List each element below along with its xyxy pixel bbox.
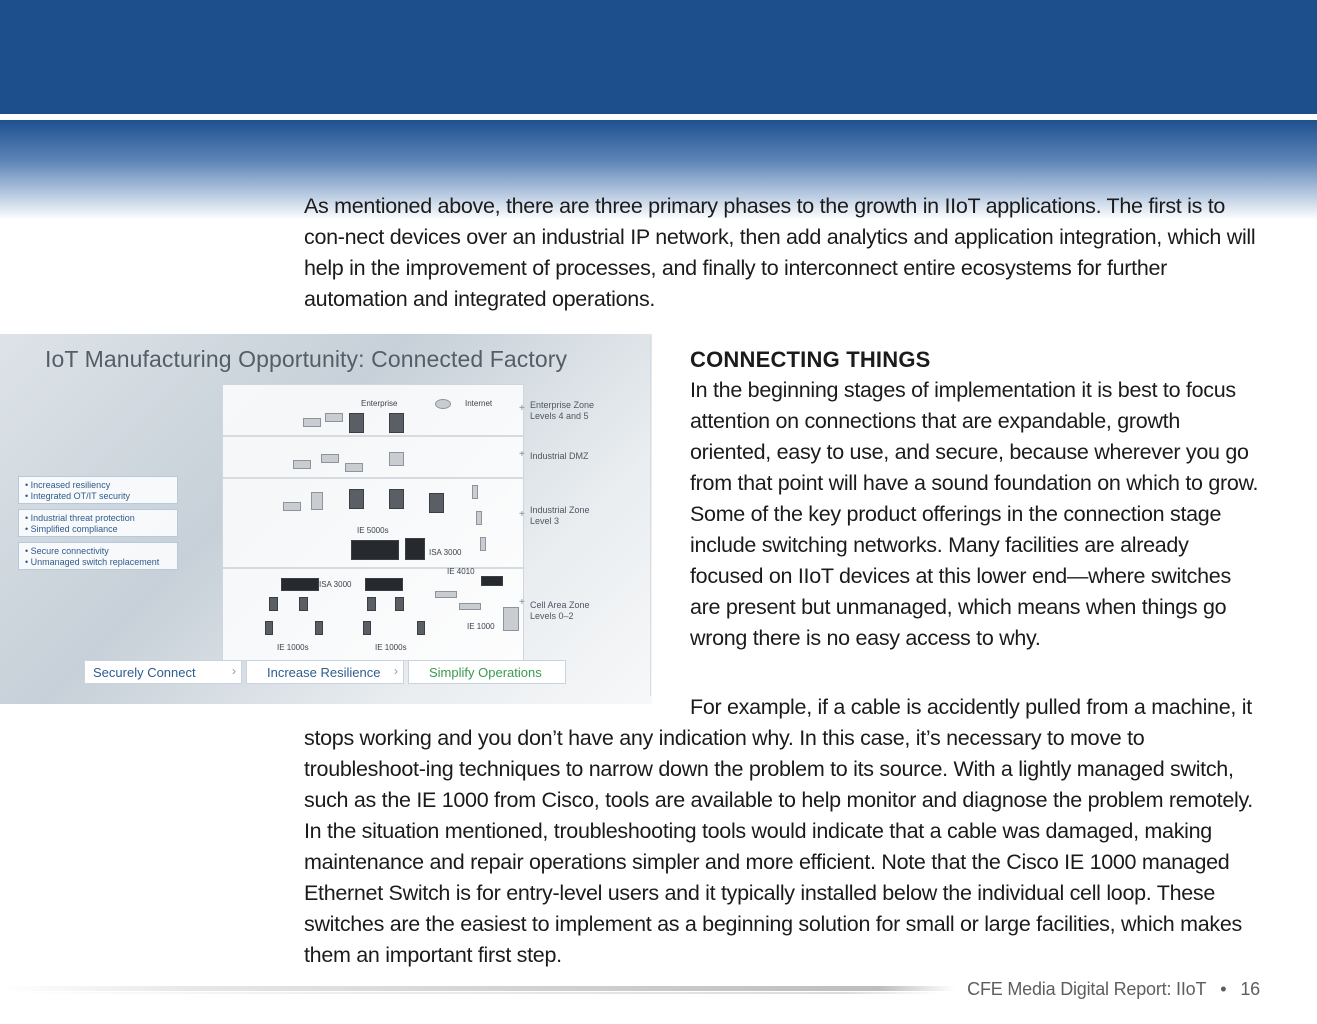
switch-node [389, 413, 404, 433]
router-node [435, 591, 457, 598]
switch-node [389, 452, 404, 466]
zone-label-cell [530, 600, 590, 622]
network-diagram-panel [222, 384, 524, 661]
benefit-line: • Simplified compliance [25, 524, 118, 534]
page-footer [967, 979, 1260, 1000]
zone-plus-icon: + [519, 509, 525, 520]
benefit-line: • Unmanaged switch replacement [25, 557, 160, 567]
endpoint-node [299, 597, 308, 611]
zone-label-dmz [530, 451, 589, 462]
benefit-box-connectivity [18, 542, 178, 570]
isa3000-node [405, 538, 425, 560]
router-node [325, 413, 343, 422]
zone-enterprise [223, 385, 523, 437]
example-paragraph-rest: stops working and you don’t have any indication why. In this case, it’s necessary to move to troubleshoot-ing techniques to narrow down the problem to its source. With a lightly managed switch, such as the IE 1000 from Cisco, tools are available to help monitor and diagnose the problem remotely. In the situation mentioned, troubleshooting tools would indicate that a cable was damaged, making maintenance and repair operations simpler and more efficient. Note that the Cisco IE 1000 managed Ethernet Switch is for entry-level users and it typically installed below the individual cell loop. These switches are the easiest to implement as a beginning solution for small or large facilities, which makes them an important first step. [304, 726, 1253, 967]
footer-rule-shadow [0, 992, 940, 994]
endpoint-node [315, 621, 323, 635]
ie5000-node [351, 540, 399, 560]
zone-line: Levels 4 and 5 [530, 411, 589, 421]
endpoint-node [269, 597, 278, 611]
ie4010-node [481, 576, 503, 586]
chevron-right-icon: › [232, 664, 236, 678]
switch-node [429, 493, 444, 513]
report-title: CFE Media Digital Report: IIoT [967, 979, 1207, 999]
section-paragraph: In the beginning stages of implementation it is best to focus attention on connections that are expandable, growth oriented, easy to use, and secure, because wherever you go from that point will have a sound foundation on which to grow. Some of the key product offerings in the connection stage include switching networks. Many facilities are already focused on IIoT devices at this lower end—where switches are present but unmanaged, which means when things go wrong there is no easy access to why. [690, 378, 1259, 650]
example-paragraph [304, 692, 1264, 971]
benefit-line: • Secure connectivity [25, 546, 109, 556]
chevron-right-icon: › [394, 664, 398, 678]
zone-plus-icon: + [519, 597, 525, 608]
benefit-line: • Increased resiliency [25, 480, 111, 490]
switch-node [365, 578, 403, 591]
enterprise-label: Enterprise [361, 399, 398, 408]
zone-label-industrial [530, 505, 590, 527]
device-label: ISA 3000 [429, 548, 462, 557]
switch-node [389, 489, 404, 509]
router-node [321, 454, 339, 463]
device-label: ISA 3000 [319, 580, 352, 589]
zone-line: Cell Area Zone [530, 600, 590, 610]
endpoint-node [363, 621, 371, 635]
connecting-things-section [690, 344, 1270, 654]
figure-title: IoT Manufacturing Opportunity: Connected Factory [45, 346, 568, 372]
connected-factory-figure [0, 334, 652, 704]
endpoint-node [367, 597, 376, 611]
example-paragraph-start: For example, if a cable is accidently pulled from a machine, it [690, 695, 1252, 719]
router-node [283, 502, 301, 511]
firewall-node [435, 399, 451, 409]
page-number: 16 [1240, 979, 1260, 999]
router-node [293, 460, 311, 469]
internet-label: Internet [465, 399, 493, 408]
figure-divider [650, 336, 651, 696]
tab-simplify-operations: Simplify Operations [408, 660, 566, 684]
section-heading: CONNECTING THINGS [690, 347, 931, 372]
benefit-line: • Integrated OT/IT security [25, 491, 131, 501]
zone-plus-icon: + [519, 403, 525, 414]
router-node [345, 463, 363, 472]
device-label: IE 1000s [375, 643, 407, 652]
intro-paragraph: As mentioned above, there are three primary phases to the growth in IIoT applications. The first is to con-nect devices over an industrial IP network, then add analytics and application integration, which will help in the improvement of processes, and finally to interconnect entire ecosystems for further automation and integrated operations. [304, 194, 1256, 311]
plc-node [503, 607, 519, 631]
router-node [303, 418, 321, 427]
endpoint-node [480, 537, 486, 551]
endpoint-node [476, 511, 482, 525]
benefit-box-threat [18, 509, 178, 537]
endpoint-node [417, 621, 425, 635]
device-label: IE 5000s [357, 526, 389, 535]
switch-node [349, 489, 364, 509]
endpoint-node [472, 485, 478, 499]
benefit-line: • Industrial threat protection [25, 513, 135, 523]
zone-line: Industrial DMZ [530, 451, 589, 461]
benefit-box-resiliency [18, 476, 178, 504]
zone-line: Levels 0–2 [530, 611, 574, 621]
endpoint-node [265, 621, 273, 635]
router-node [459, 603, 481, 610]
server-node [311, 492, 323, 510]
zone-dmz [223, 437, 523, 479]
zone-line: Enterprise Zone [530, 400, 595, 410]
zone-line: Level 3 [530, 516, 560, 526]
device-label: IE 4010 [447, 567, 475, 576]
device-label: IE 1000s [277, 643, 309, 652]
footer-rule [0, 986, 955, 991]
switch-node [281, 578, 319, 591]
device-label: IE 1000 [467, 622, 495, 631]
tab-securely-connect: Securely Connect [84, 660, 242, 684]
tab-increase-resilience: Increase Resilience [246, 660, 404, 684]
zone-plus-icon: + [519, 449, 525, 460]
endpoint-node [395, 597, 404, 611]
zone-label-enterprise [530, 400, 594, 422]
zone-line: Industrial Zone [530, 505, 590, 515]
header-band [0, 0, 1317, 114]
switch-node [349, 413, 364, 433]
footer-separator: • [1220, 979, 1227, 999]
